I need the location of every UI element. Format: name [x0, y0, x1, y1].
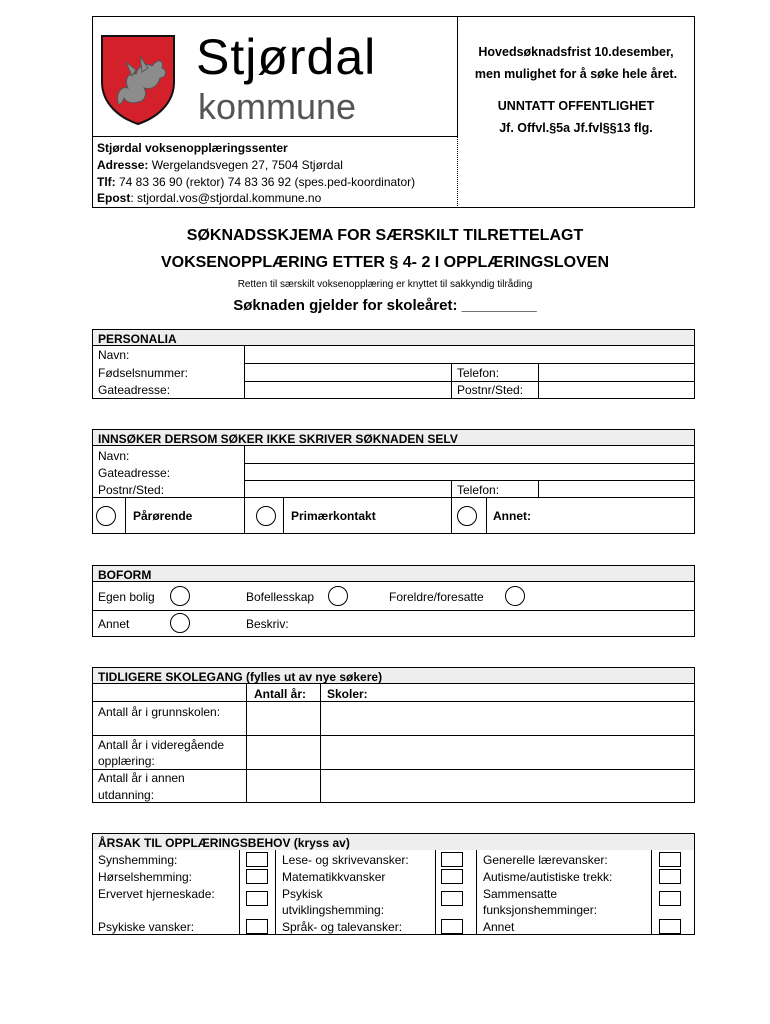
parents-radio[interactable]	[505, 586, 525, 606]
intellectual-disability-label-1: Psykisk	[282, 887, 323, 901]
other-education-label-2: utdanning:	[98, 788, 155, 802]
applicant-opt-vline-3	[283, 497, 284, 534]
applicant-hline-3	[92, 497, 695, 498]
parents-label: Foreldre/foresatte	[389, 590, 484, 604]
multiple-disabilities-label-2: funksjonshemminger:	[483, 903, 598, 917]
applicant-opt-vline-2	[244, 497, 245, 534]
applicant-street-label: Gateadresse:	[98, 466, 171, 480]
applicant-opt-vline-1	[125, 497, 126, 534]
org-name: Stjørdal voksenopplæringssenter	[97, 141, 288, 155]
primary-contact-radio[interactable]	[256, 506, 276, 526]
school-header: TIDLIGERE SKOLEGANG (fylles ut av nye søkere)	[98, 670, 383, 684]
visual-impairment-checkbox[interactable]	[246, 852, 268, 867]
applicant-opt-vline-5	[486, 497, 487, 534]
speech-language-checkbox[interactable]	[441, 919, 463, 934]
col-years-header: Antall år:	[254, 687, 307, 701]
phone-label: Tlf:	[97, 175, 116, 189]
applicant-vline-2	[451, 480, 452, 497]
school-year-field[interactable]: Søknaden gjelder for skoleåret: _________	[233, 297, 537, 314]
intellectual-disability-checkbox[interactable]	[441, 891, 463, 906]
applicant-postal-input[interactable]	[245, 481, 450, 496]
org-phone	[97, 175, 415, 189]
math-difficulty-label: Matematikkvansker	[282, 870, 386, 884]
general-learning-checkbox[interactable]	[659, 852, 681, 867]
reason-other-checkbox[interactable]	[659, 919, 681, 934]
applicant-postal-label: Postnr/Sted:	[98, 483, 165, 497]
personalia-postal-input[interactable]	[539, 382, 694, 398]
upper-secondary-label-1: Antall år i videregående	[98, 738, 225, 752]
reasons-vline-4	[476, 850, 477, 935]
boform-header: BOFORM	[98, 568, 152, 582]
hearing-impairment-label: Hørselshemming:	[98, 870, 193, 884]
reason-other-label: Annet	[483, 920, 515, 934]
other-schools-input[interactable]	[321, 770, 694, 802]
secondary-years-input[interactable]	[247, 736, 319, 768]
address-value: Wergelandsvegen 27, 7504 Stjørdal	[148, 158, 343, 172]
primary-school-label: Antall år i grunnskolen:	[98, 705, 221, 719]
multiple-disabilities-label-1: Sammensatte	[483, 887, 558, 901]
brain-injury-label: Ervervet hjerneskade:	[98, 887, 215, 901]
autism-checkbox[interactable]	[659, 869, 681, 884]
autism-label: Autisme/autistiske trekk:	[483, 870, 613, 884]
other-radio[interactable]	[457, 506, 477, 526]
personalia-birth-input[interactable]	[245, 364, 450, 380]
form-title-line-2: VOKSENOPPLÆRING ETTER § 4- 2 I OPPLÆRINGSLOVEN	[160, 254, 610, 271]
other-education-label-1: Antall år i annen	[98, 771, 185, 785]
other-years-input[interactable]	[247, 770, 319, 802]
upper-secondary-label-2: opplæring:	[98, 754, 155, 768]
reading-writing-checkbox[interactable]	[441, 852, 463, 867]
own-home-radio[interactable]	[170, 586, 190, 606]
deadline-line-1: Hovedsøknadsfrist 10.desember,	[478, 45, 674, 59]
shared-living-radio[interactable]	[328, 586, 348, 606]
email-value: : stjordal.vos@stjordal.kommune.no	[130, 191, 322, 205]
boform-other-label: Annet	[98, 617, 130, 631]
personalia-street-input[interactable]	[245, 382, 450, 398]
applicant-street-input[interactable]	[245, 464, 694, 479]
reasons-vline-1	[239, 850, 240, 935]
shared-living-label: Bofellesskap	[246, 590, 315, 604]
boform-other-radio[interactable]	[170, 613, 190, 633]
personalia-header: PERSONALIA	[98, 332, 177, 346]
reasons-vline-2	[275, 850, 276, 935]
form-note: Retten til særskilt voksenopplæring er knyttet til sakkyndig tilråding	[237, 279, 533, 290]
primary-years-input[interactable]	[247, 702, 319, 734]
describe-label: Beskriv:	[246, 617, 289, 631]
logo-wordmark-kommune: kommune	[198, 86, 357, 127]
coat-of-arms-icon	[98, 32, 178, 126]
psychological-checkbox[interactable]	[246, 919, 268, 934]
relative-label: Pårørende	[133, 509, 193, 523]
reasons-vline-5	[651, 850, 652, 935]
personalia-name-label: Navn:	[98, 348, 130, 362]
intellectual-disability-label-2: utviklingshemming:	[282, 903, 385, 917]
psychological-label: Psykiske vansker:	[98, 920, 195, 934]
speech-language-label: Språk- og talevansker:	[282, 920, 403, 934]
relative-radio[interactable]	[96, 506, 116, 526]
personalia-street-label: Gateadresse:	[98, 383, 171, 397]
describe-input[interactable]	[300, 612, 692, 634]
applicant-name-input[interactable]	[245, 447, 694, 462]
exempt-line-2: Jf. Offvl.§5a Jf.fvl§§13 flg.	[499, 121, 653, 135]
form-title-line-1: SØKNADSSKJEMA FOR SÆRSKILT TILRETTELAGT	[186, 227, 584, 244]
boform-hline	[92, 610, 695, 611]
brain-injury-checkbox[interactable]	[246, 891, 268, 906]
boform-header-bar	[93, 566, 694, 582]
applicant-phone-label: Telefon:	[457, 483, 500, 497]
reasons-vline-3	[435, 850, 436, 935]
exempt-line-1: UNNTATT OFFENTLIGHET	[497, 99, 655, 113]
applicant-name-label: Navn:	[98, 449, 130, 463]
personalia-name-input[interactable]	[245, 347, 694, 362]
logo-wordmark-stjordal: Stjørdal	[196, 29, 377, 85]
email-label: Epost	[97, 191, 131, 205]
other-label: Annet:	[493, 509, 531, 523]
primary-schools-input[interactable]	[321, 702, 694, 734]
header-divider	[457, 16, 458, 136]
applicant-opt-vline-4	[451, 497, 452, 534]
own-home-label: Egen bolig	[98, 590, 155, 604]
applicant-header: INNSØKER DERSOM SØKER IKKE SKRIVER SØKNADEN SELV	[98, 432, 458, 446]
header-hline	[92, 136, 457, 137]
personalia-phone-label: Telefon:	[457, 366, 500, 380]
math-difficulty-checkbox[interactable]	[441, 869, 463, 884]
org-address	[97, 158, 343, 172]
col-schools-header: Skoler:	[327, 687, 368, 701]
personalia-postal-label: Postnr/Sted:	[457, 383, 524, 397]
secondary-schools-input[interactable]	[321, 736, 694, 768]
phone-value: 74 83 36 90 (rektor) 74 83 36 92 (spes.ped-koordinator)	[115, 175, 416, 189]
personalia-phone-input[interactable]	[539, 364, 694, 380]
visual-impairment-label: Synshemming:	[98, 853, 178, 867]
reasons-header: ÅRSAK TIL OPPLÆRINGSBEHOV (kryss av)	[98, 836, 350, 850]
deadline-line-2: men mulighet for å søke hele året.	[474, 67, 678, 81]
personalia-header-bar	[93, 330, 694, 346]
org-divider	[457, 136, 458, 208]
multiple-disabilities-checkbox[interactable]	[659, 891, 681, 906]
applicant-phone-input[interactable]	[539, 481, 694, 496]
primary-contact-label: Primærkontakt	[291, 509, 376, 523]
reading-writing-label: Lese- og skrivevansker:	[282, 853, 409, 867]
general-learning-label: Generelle lærevansker:	[483, 853, 608, 867]
personalia-birth-label: Fødselsnummer:	[98, 366, 189, 380]
address-label: Adresse:	[97, 158, 149, 172]
org-email	[97, 191, 321, 205]
personalia-vline-2	[451, 363, 452, 399]
hearing-impairment-checkbox[interactable]	[246, 869, 268, 884]
